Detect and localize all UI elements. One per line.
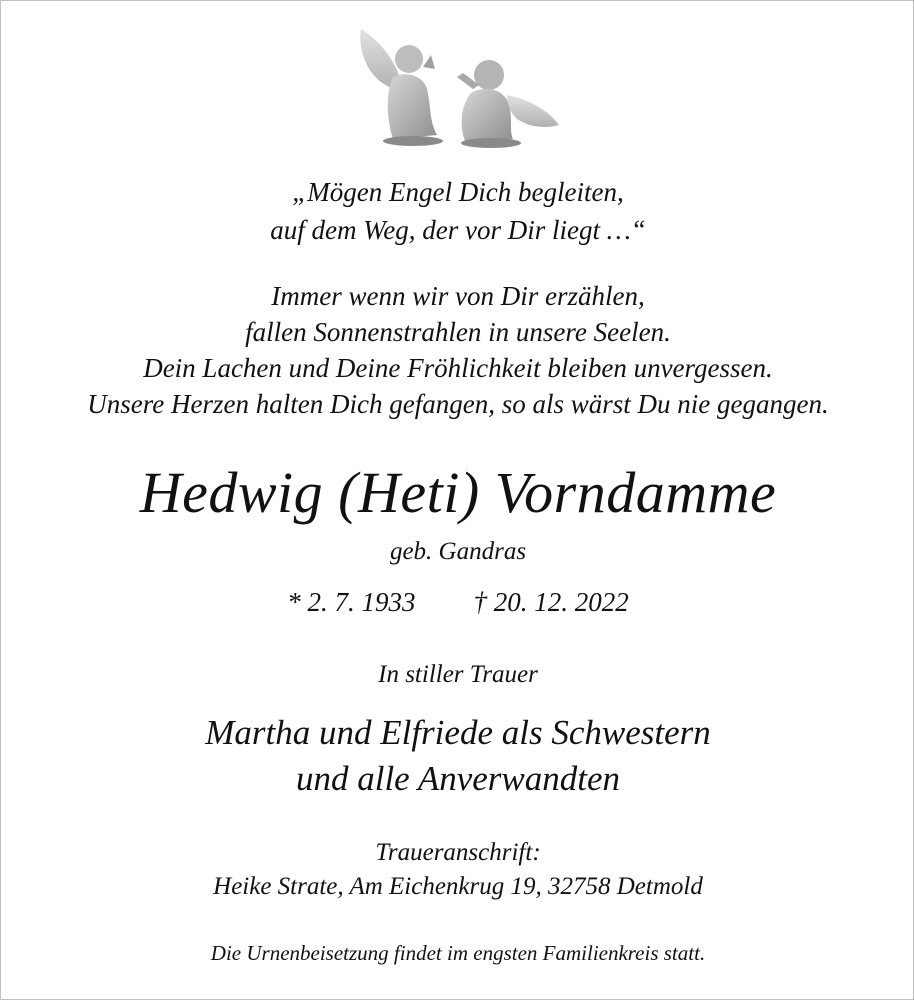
deceased-name: Hedwig (Heti) Vorndamme: [139, 460, 777, 525]
death-date: † 20. 12. 2022: [473, 587, 629, 617]
address-label: Traueranschrift:: [375, 839, 541, 866]
maiden-name: geb. Gandras: [389, 538, 527, 565]
poem-line-2: fallen Sonnenstrahlen in unsere Seelen.: [245, 317, 671, 347]
poem-line-1: Immer wenn wir von Dir erzählen,: [271, 281, 645, 311]
family-line-2: und alle Anverwandten: [295, 759, 621, 798]
burial-note: Die Urnenbeisetzung findet im engsten Familienkreis statt.: [210, 941, 706, 965]
family-line-1: Martha und Elfriede als Schwestern: [205, 713, 711, 752]
two-angels-icon: [353, 25, 565, 149]
birth-date: * 2. 7. 1933: [287, 587, 416, 617]
quote-line-2: auf dem Weg, der vor Dir liegt …“: [270, 215, 646, 245]
quote-line-1: „Mögen Engel Dich begleiten,: [292, 177, 624, 207]
poem-line-4: Unsere Herzen halten Dich gefangen, so als wärst Du nie gegangen.: [87, 389, 829, 419]
life-dates: [1, 587, 914, 618]
poem-line-3: Dein Lachen und Deine Fröhlichkeit bleiben unvergessen.: [143, 353, 773, 383]
mourning-intro: In stiller Trauer: [378, 661, 538, 688]
address-value: Heike Strate, Am Eichenkrug 19, 32758 Detmold: [213, 873, 703, 900]
